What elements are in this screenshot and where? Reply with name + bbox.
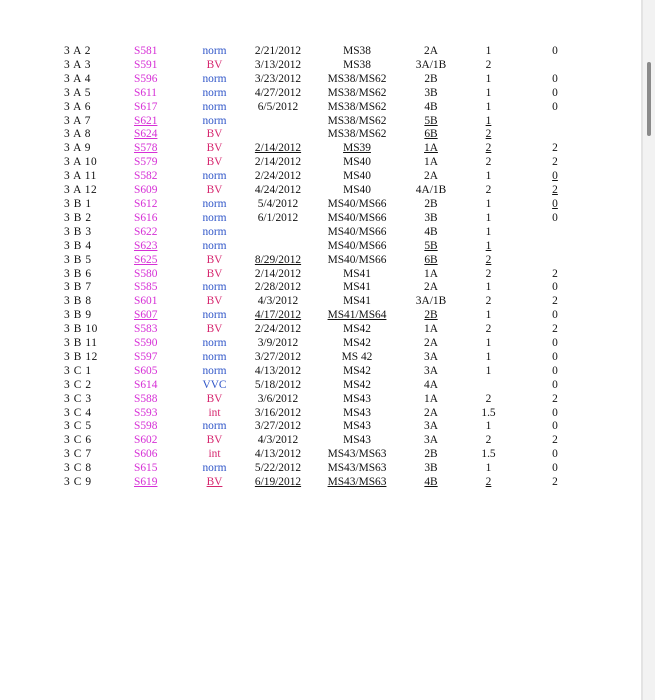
table-row [64,295,594,309]
cell-ms: MS43/MS63 [327,462,387,475]
cell-id: 3 A 11 [64,170,97,183]
cell-sample: S593 [134,406,158,419]
cell-type: int [208,448,221,461]
cell-sample: S590 [134,337,158,350]
cell-grade: 3A/1B [415,295,447,308]
cell-score: 1 [485,364,492,377]
cell-ms: MS40/MS66 [327,197,387,210]
cell-outcome: 0 [552,448,558,461]
table-row [64,281,594,295]
cell-sample: S596 [134,72,158,85]
table-row [64,434,594,448]
cell-sample: S597 [134,350,158,363]
cell-outcome: 2 [552,295,558,308]
cell-type: norm [202,170,227,183]
cell-id: 3 A 7 [64,114,92,127]
cell-outcome: 0 [552,309,558,322]
cell-id: 3 B 3 [64,225,92,238]
table-row [64,448,594,462]
cell-grade: 3A [424,434,438,447]
cell-ms: MS41 [343,295,371,308]
cell-grade: 5B [424,114,438,127]
cell-ms: MS42 [343,337,371,350]
cell-sample: S619 [134,476,158,489]
cell-grade: 6B [424,128,438,141]
cell-id: 3 B 2 [64,211,92,224]
cell-outcome: 0 [552,281,558,294]
table-row [64,226,594,240]
cell-grade: 4B [424,100,438,113]
cell-grade: 3B [424,462,438,475]
cell-outcome: 0 [552,100,558,113]
cell-id: 3 B 5 [64,253,92,266]
cell-id: 3 B 9 [64,309,92,322]
cell-ms: MS41/MS64 [327,309,387,322]
cell-date: 3/27/2012 [254,420,302,433]
cell-ms: MS42 [343,323,371,336]
cell-sample: S602 [134,434,158,447]
cell-id: 3 C 5 [64,420,92,433]
table-row [64,128,594,142]
cell-sample: S623 [134,239,158,252]
cell-ms: MS43/MS63 [327,448,387,461]
cell-sample: S615 [134,462,158,475]
cell-score: 2 [485,184,492,197]
cell-date [243,128,313,142]
cell-ms: MS43/MS63 [327,476,387,489]
cell-outcome: 0 [552,337,558,350]
table-row [64,240,594,254]
table-row [64,323,594,337]
cell-score: 1 [485,420,492,433]
cell-sample: S601 [134,295,158,308]
cell-date: 6/19/2012 [254,476,302,489]
cell-id: 3 B 10 [64,323,98,336]
cell-date: 3/23/2012 [254,72,302,85]
cell-ms: MS40 [343,170,371,183]
cell-id: 3 A 12 [64,184,98,197]
cell-outcome [516,59,594,73]
cell-ms: MS40/MS66 [327,253,387,266]
table-row [64,212,594,226]
cell-outcome: 0 [552,72,558,85]
cell-score: 2 [485,323,492,336]
cell-outcome: 2 [552,392,558,405]
cell-id: 3 C 6 [64,434,92,447]
cell-ms: MS42 [343,364,371,377]
cell-date: 2/24/2012 [254,170,302,183]
cell-score: 2 [485,142,492,155]
cell-score: 1 [485,197,492,210]
cell-ms: MS38 [343,45,371,57]
cell-ms: MS38/MS62 [327,72,387,85]
cell-ms: MS39 [343,142,371,155]
cell-grade: 3B [424,86,438,99]
cell-id: 3 A 4 [64,72,92,85]
cell-score: 1.5 [481,448,496,461]
cell-sample: S583 [134,323,158,336]
cell-date: 3/6/2012 [257,392,299,405]
cell-score [461,379,516,393]
cell-date: 4/24/2012 [254,184,302,197]
cell-type: norm [202,462,227,475]
cell-score: 2 [485,253,492,266]
cell-outcome: 2 [552,434,558,447]
cell-type: BV [206,156,223,169]
cell-date [243,115,313,129]
cell-grade: 1A [424,267,438,280]
cell-ms: MS41 [343,267,371,280]
cell-type: norm [202,309,227,322]
cell-date: 3/16/2012 [254,406,302,419]
table-body [64,45,594,490]
cell-outcome: 0 [552,211,558,224]
cell-id: 3 B 7 [64,281,92,294]
cell-date: 2/24/2012 [254,323,302,336]
cell-grade: 2A [424,45,438,57]
cell-ms: MS40/MS66 [327,225,387,238]
cell-type: norm [202,337,227,350]
cell-sample: S598 [134,420,158,433]
cell-id: 3 C 1 [64,364,92,377]
cell-ms: MS43 [343,420,371,433]
cell-score: 1 [485,462,492,475]
table-row [64,337,594,351]
cell-outcome [516,254,594,268]
cell-grade: 3A [424,420,438,433]
cell-sample: S624 [134,128,158,141]
cell-type: norm [202,225,227,238]
cell-ms: MS38/MS62 [327,100,387,113]
cell-id: 3 B 6 [64,267,92,280]
cell-ms: MS40 [343,184,371,197]
cell-sample: S621 [134,114,158,127]
cell-score: 1.5 [481,406,496,419]
cell-sample: S614 [134,378,158,391]
cell-date: 6/5/2012 [257,100,299,113]
cell-ms: MS41 [343,281,371,294]
cell-ms: MS40 [343,156,371,169]
cell-score: 1 [485,170,492,183]
table-row [64,476,594,490]
table-row [64,115,594,129]
table-row [64,420,594,434]
cell-type: norm [202,86,227,99]
cell-sample: S617 [134,100,158,113]
cell-outcome [516,226,594,240]
cell-type: BV [206,434,223,447]
cell-grade: 2B [424,309,438,322]
cell-sample: S578 [134,142,158,155]
cell-outcome: 0 [552,170,558,183]
cell-id: 3 C 2 [64,378,92,391]
table-row [64,142,594,156]
cell-id: 3 A 5 [64,86,92,99]
cell-ms: MS38/MS62 [327,86,387,99]
cell-ms: MS 42 [341,350,373,363]
cell-type: norm [202,239,227,252]
cell-score: 1 [485,337,492,350]
cell-sample: S582 [134,170,158,183]
table-row [64,59,594,73]
cell-ms: MS38/MS62 [327,114,387,127]
cell-date: 5/4/2012 [257,197,299,210]
cell-date: 3/27/2012 [254,350,302,363]
cell-type: BV [206,323,223,336]
cell-grade: 2A [424,337,438,350]
cell-grade: 1A [424,156,438,169]
cell-outcome [516,115,594,129]
cell-ms: MS43 [343,392,371,405]
cell-sample: S580 [134,267,158,280]
cell-outcome: 0 [552,406,558,419]
table-row [64,351,594,365]
table-row [64,309,594,323]
cell-date: 8/29/2012 [254,253,302,266]
cell-id: 3 C 7 [64,448,92,461]
cell-score: 2 [485,156,492,169]
cell-type: BV [206,58,223,71]
cell-score: 2 [485,434,492,447]
cell-date: 2/14/2012 [254,156,302,169]
cell-type: BV [206,253,223,266]
cell-grade: 3A/1B [415,58,447,71]
cell-type: norm [202,114,227,127]
cell-outcome: 0 [552,420,558,433]
cell-id: 3 A 2 [64,45,92,57]
cell-date: 5/22/2012 [254,462,302,475]
cell-sample: S588 [134,392,158,405]
cell-sample: S585 [134,281,158,294]
cell-type: BV [206,128,223,141]
cell-id: 3 B 8 [64,295,92,308]
cell-score: 1 [485,45,492,57]
cell-id: 3 A 10 [64,156,98,169]
cell-outcome: 2 [552,142,558,155]
cell-grade: 2B [424,197,438,210]
table-row [64,45,594,59]
cell-grade: 1A [424,323,438,336]
cell-grade: 4A [424,378,438,391]
cell-id: 3 A 8 [64,128,92,141]
cell-ms: MS40/MS66 [327,211,387,224]
cell-ms: MS38 [343,58,371,71]
cell-date: 2/28/2012 [254,281,302,294]
table-row [64,393,594,407]
cell-grade: 2B [424,72,438,85]
table-row [64,87,594,101]
cell-score: 1 [485,225,492,238]
cell-date: 2/14/2012 [254,267,302,280]
cell-outcome: 0 [552,86,558,99]
cell-date: 5/18/2012 [254,378,302,391]
cell-grade: 3A [424,364,438,377]
table-row [64,268,594,282]
cell-score: 1 [485,281,492,294]
cell-grade: 6B [424,253,438,266]
cell-grade: 2A [424,406,438,419]
cell-grade: 4B [424,476,438,489]
cell-score: 1 [485,114,492,127]
cell-grade: 1A [424,142,438,155]
cell-id: 3 C 3 [64,392,92,405]
cell-score: 1 [485,72,492,85]
cell-ms: MS43 [343,406,371,419]
cell-ms: MS38/MS62 [327,128,387,141]
cell-date: 4/27/2012 [254,86,302,99]
cell-sample: S612 [134,197,158,210]
cell-grade: 2A [424,281,438,294]
cell-outcome: 0 [552,378,558,391]
cell-ms: MS40/MS66 [327,239,387,252]
cell-type: VVC [202,378,227,391]
cell-outcome: 2 [552,476,558,489]
cell-grade: 2A [424,170,438,183]
cell-date: 4/17/2012 [254,309,302,322]
cell-ms: MS43 [343,434,371,447]
cell-score: 2 [485,128,492,141]
cell-score: 1 [485,309,492,322]
table-row [64,156,594,170]
cell-grade: 4A/1B [415,184,447,197]
cell-sample: S622 [134,225,158,238]
cell-id: 3 B 4 [64,239,92,252]
cell-outcome: 0 [552,350,558,363]
cell-outcome: 0 [552,45,558,57]
table-row [64,184,594,198]
cell-date [243,226,313,240]
cell-date: 4/3/2012 [257,295,299,308]
cell-sample: S581 [134,45,158,57]
cell-outcome: 2 [552,156,558,169]
cell-sample: S611 [134,86,157,99]
cell-date: 6/1/2012 [257,211,299,224]
cell-date: 3/9/2012 [257,337,299,350]
cell-outcome: 2 [552,184,558,197]
cell-score: 1 [485,86,492,99]
cell-grade: 3B [424,211,438,224]
cell-id: 3 A 9 [64,142,92,155]
cell-sample: S616 [134,211,158,224]
cell-sample: S606 [134,448,158,461]
cell-sample: S605 [134,364,158,377]
cell-sample: S609 [134,184,158,197]
cell-type: BV [206,476,223,489]
cell-id: 3 B 12 [64,350,98,363]
page-edge [641,0,643,700]
cell-id: 3 C 4 [64,406,92,419]
cell-score: 2 [485,58,492,71]
cell-id: 3 C 8 [64,462,92,475]
cell-grade: 5B [424,239,438,252]
cell-type: norm [202,100,227,113]
cell-date: 2/21/2012 [254,45,302,57]
cell-type: BV [206,184,223,197]
cell-id: 3 A 3 [64,58,92,71]
table-row [64,198,594,212]
cell-sample: S625 [134,253,158,266]
table-row [64,254,594,268]
cell-type: norm [202,281,227,294]
cell-outcome [516,128,594,142]
cell-date: 4/13/2012 [254,364,302,377]
cell-sample: S607 [134,309,158,322]
table-row [64,101,594,115]
cell-score: 2 [485,476,492,489]
cell-type: BV [206,267,223,280]
cell-type: norm [202,420,227,433]
table-row [64,170,594,184]
cell-outcome: 0 [552,364,558,377]
cell-score: 1 [485,239,492,252]
table-row [64,407,594,421]
cell-id: 3 C 9 [64,476,92,489]
cell-outcome: 0 [552,197,558,210]
table-row [64,73,594,87]
cell-type: norm [202,45,227,57]
cell-sample: S591 [134,58,158,71]
cell-score: 1 [485,211,492,224]
cell-outcome: 2 [552,267,558,280]
cell-type: norm [202,364,227,377]
cell-grade: 2B [424,448,438,461]
cell-type: BV [206,295,223,308]
cell-outcome [516,240,594,254]
cell-sample: S579 [134,156,158,169]
table-row [64,365,594,379]
cell-type: BV [206,392,223,405]
scrollbar-thumb[interactable] [647,62,651,136]
cell-score: 2 [485,267,492,280]
cell-score: 1 [485,350,492,363]
cell-grade: 1A [424,392,438,405]
cell-type: norm [202,350,227,363]
cell-score: 2 [485,392,492,405]
cell-score: 1 [485,100,492,113]
cell-id: 3 B 1 [64,197,92,210]
cell-outcome: 0 [552,462,558,475]
cell-date: 4/3/2012 [257,434,299,447]
cell-score: 2 [485,295,492,308]
cell-date [243,240,313,254]
cell-type: BV [206,142,223,155]
cell-outcome: 2 [552,323,558,336]
cell-date: 3/13/2012 [254,58,302,71]
cell-type: norm [202,197,227,210]
cell-grade: 3A [424,350,438,363]
data-table [64,45,594,490]
cell-ms: MS42 [343,378,371,391]
cell-type: norm [202,211,227,224]
cell-id: 3 B 11 [64,337,98,350]
cell-date: 2/14/2012 [254,142,302,155]
cell-date: 4/13/2012 [254,448,302,461]
cell-type: norm [202,72,227,85]
table-row [64,379,594,393]
cell-type: int [208,406,221,419]
table-row [64,462,594,476]
cell-id: 3 A 6 [64,100,92,113]
cell-grade: 4B [424,225,438,238]
